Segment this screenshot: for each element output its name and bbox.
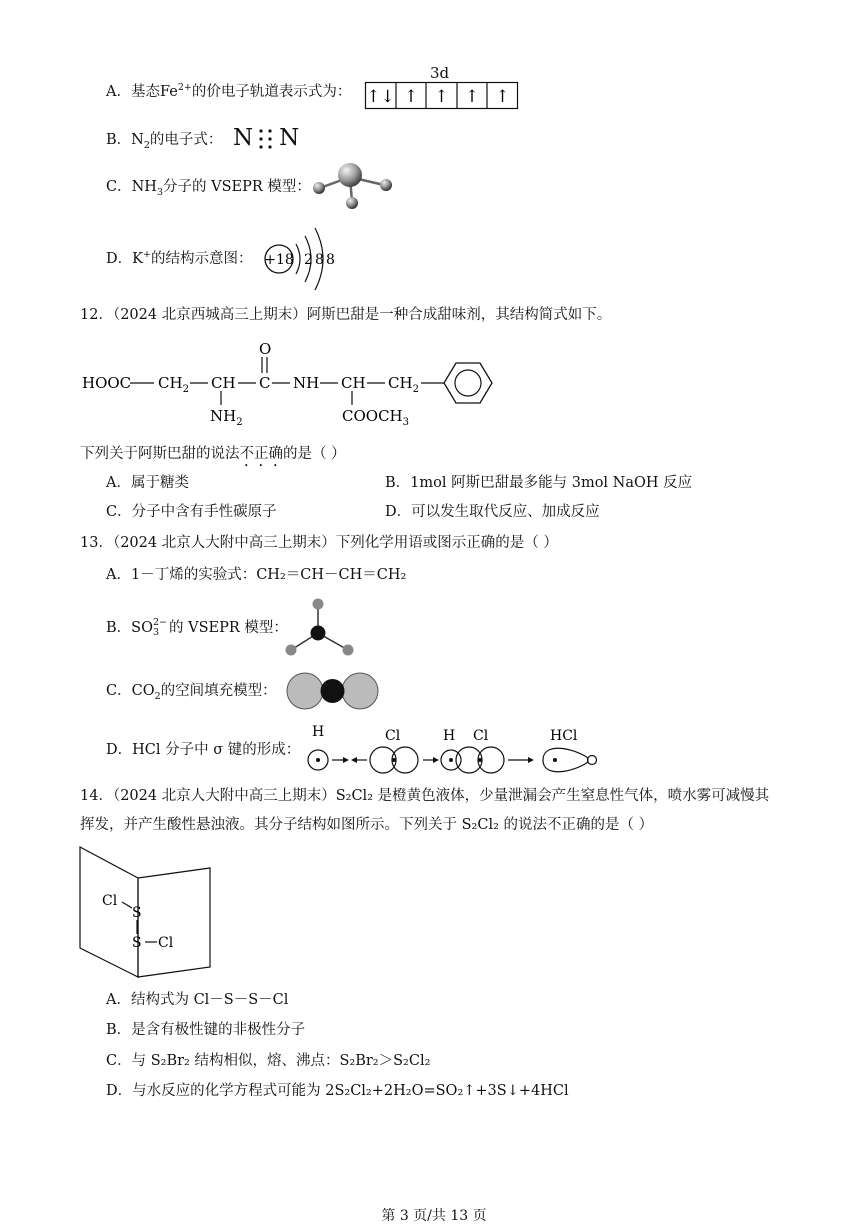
q12-option-a: A．属于糖类: [106, 475, 189, 491]
orbital-4: ↑: [464, 87, 480, 107]
hcl-sigma-bond-diagram: [305, 722, 605, 778]
q12-stem: 12．（2024 北京西城高三上期末）阿斯巴甜是一种合成甜味剂，其结构简式如下。: [80, 307, 612, 323]
struct-o: O: [259, 340, 272, 358]
q12-question: 下列关于阿斯巴甜的说法不正确的是（ ）: [80, 446, 346, 462]
struct-c: C: [259, 374, 271, 392]
svg-text:COOCH3: $COOCH_3$: [342, 407, 410, 428]
aspartame-structure-diagram: [80, 338, 500, 428]
co2-space-filling-model-icon: [285, 670, 385, 714]
struct-ch2a: CH: [158, 374, 183, 392]
orbital-label-3d: 3d: [430, 64, 450, 82]
label-cl-bottom: Cl: [158, 935, 174, 951]
q13-option-d: D．HCl 分子中 σ 键的形成：: [106, 742, 301, 758]
svg-text:NH2: $NH_2$: [210, 407, 243, 428]
benzene-ring-icon: [444, 363, 492, 403]
q12-option-b: B．1mol 阿斯巴甜最多能与 3mol NaOH 反应: [385, 475, 693, 491]
q14-option-b: B．是含有极性键的非极性分子: [106, 1022, 306, 1038]
label-cl-1: Cl: [385, 728, 401, 744]
s2cl2-molecule-figure: [78, 845, 218, 980]
orbital-3: ↑: [434, 87, 449, 107]
label-h-2: H: [443, 728, 456, 744]
q11-option-c: C．$NH_3$分子的 VSEPR 模型：: [106, 179, 311, 198]
q13-option-a: A．1－丁烯的实验式：CH₂＝CH－CH＝CH₂: [106, 567, 407, 583]
q13-option-b: B．SO 2− 3 的 VSEPR 模型：: [106, 617, 288, 638]
orbital-1: ↑↓: [366, 87, 395, 107]
label-cl-top: Cl: [102, 893, 118, 909]
label-hcl: HCl: [550, 728, 578, 744]
emphasis-text: 不正确: [239, 446, 283, 462]
q12-option-c: C．分子中含有手性碳原子: [106, 504, 277, 520]
orbital-5: ↑: [495, 87, 510, 107]
svg-text:CH2: $CH_2$: [388, 374, 419, 395]
q12-option-d: D．可以发生取代反应、加成反应: [385, 504, 600, 520]
struct-nh2: NH: [210, 407, 237, 425]
q11-option-d: D．K+的结构示意图：: [106, 249, 253, 267]
shell-2-count: 8: [315, 252, 324, 268]
struct-ch-b: CH: [341, 374, 366, 392]
q14-stem-line1: 14．（2024 北京人大附中高三上期末）S₂Cl₂ 是橙黄色液体，少量泄漏会产生窒息性气体，喷水雾可减慢其: [80, 788, 770, 804]
nh3-vsepr-model-icon: [310, 160, 400, 212]
orbital-2: ↑: [403, 87, 419, 107]
q11-option-b: B．$N_2$的电子式：: [106, 132, 223, 151]
q11-option-a: A．基态$Fe^{2+}$的价电子轨道表示式为：: [106, 82, 352, 100]
label-cl-2: Cl: [473, 728, 489, 744]
label-s-top: S: [132, 905, 142, 921]
q13-stem: 13．（2024 北京人大附中高三上期末）下列化学用语或图示正确的是（ ）: [80, 535, 558, 551]
struct-ch2b: CH: [388, 374, 413, 392]
q14-option-a: A．结构式为 Cl－S－S－Cl: [106, 992, 289, 1008]
orbital-box-diagram: [365, 82, 520, 115]
label-h-1: H: [312, 724, 325, 740]
q13-option-c: C．$CO_2$的空间填充模型：: [106, 683, 277, 702]
svg-text:CH2: $CH_2$: [158, 374, 189, 395]
lewis-dots-icon: [255, 127, 281, 151]
page-footer: 第 3 页/共 13 页: [381, 1208, 487, 1224]
struct-cooch3: COOCH: [342, 407, 403, 425]
struct-nh: NH: [293, 374, 320, 392]
q14-option-d: D．与水反应的化学方程式可能为 2S₂Cl₂+2H₂O=SO₂↑+3S↓+4HCl: [106, 1083, 569, 1099]
nucleus-charge: +18: [264, 252, 294, 268]
shell-1-count: 2: [304, 252, 313, 268]
butene-formula: CH₂＝CH－CH＝CH₂: [256, 567, 407, 583]
k-ion-structure-diagram: [260, 222, 340, 292]
n2-lewis-structure: N N: [233, 125, 300, 151]
struct-ch-a: CH: [211, 374, 236, 392]
q14-stem-line2: 挥发，并产生酸性悬浊液。其分子结构如图所示。下列关于 S₂Cl₂ 的说法不正确的是（ ）: [80, 817, 654, 833]
shell-3-count: 8: [326, 252, 335, 268]
q14-option-c: C．与 S₂Br₂ 结构相似，熔、沸点：S₂Br₂＞S₂Cl₂: [106, 1053, 431, 1069]
so3-vsepr-model-icon: [280, 592, 360, 662]
struct-hooc: HOOC: [82, 374, 132, 392]
label-s-bottom: S: [132, 935, 142, 951]
